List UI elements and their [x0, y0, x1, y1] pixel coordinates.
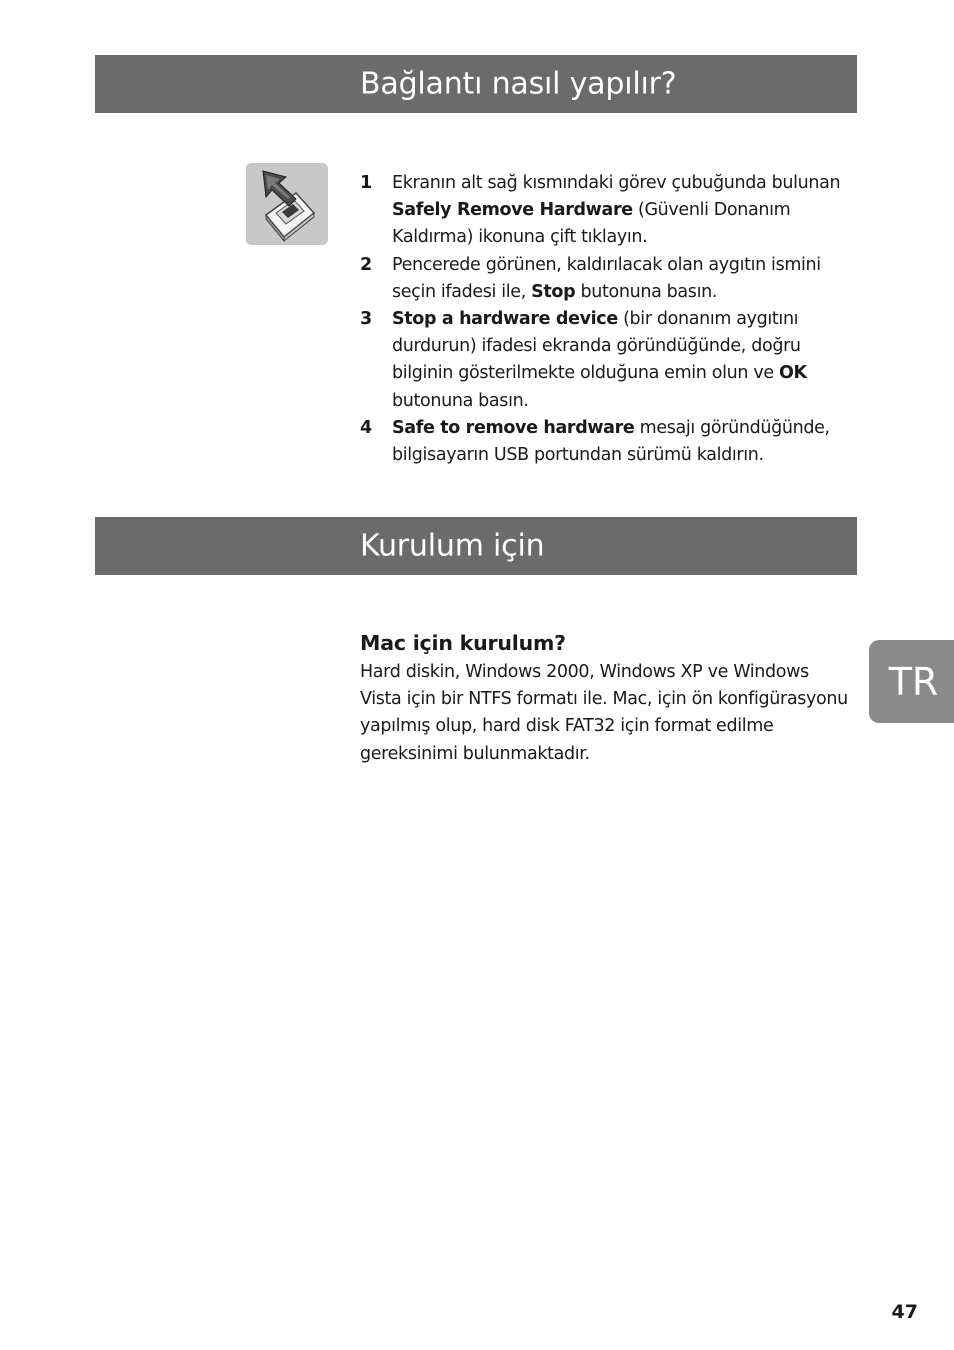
step-item — [360, 252, 850, 306]
step-item — [360, 306, 850, 415]
safely-remove-hardware-icon — [246, 163, 328, 245]
step-emphasis: Safe to remove hardware — [392, 417, 635, 438]
step-emphasis: Stop — [531, 281, 576, 302]
language-tab: TR — [869, 640, 954, 723]
step-text: (Güvenli Donanım Kaldırma) ikonuna çift tıklayın. — [392, 200, 791, 248]
section-header-installation — [95, 517, 857, 575]
step-number: 4 — [360, 417, 372, 438]
step-emphasis: Safely Remove Hardware — [392, 200, 633, 221]
step-number: 1 — [360, 173, 372, 193]
section-title: Bağlantı nasıl yapılır? — [360, 66, 677, 102]
step-text: butonuna basın. — [392, 390, 529, 411]
page-number: 47 — [891, 1301, 918, 1323]
step-item — [360, 415, 850, 469]
mac-installation-text: Hard diskin, Windows 2000, Windows XP ve Windows Vista için bir NTFS formatı ile. Mac, için ön konfigürasyonu yapılmış olup, hard disk FAT32 için format edilme gereksinimi bulunmaktadır. — [360, 662, 848, 764]
step-item — [360, 170, 850, 252]
mac-installation-heading: Mac için kurulum? — [360, 631, 566, 655]
step-text: Ekranın alt sağ kısmındaki görev çubuğunda bulunan — [392, 173, 841, 193]
removal-steps-list — [360, 170, 850, 469]
step-emphasis: Stop a hardware device — [392, 309, 618, 330]
step-text: mesajı göründüğünde, bilgisayarın USB portundan sürümü kaldırın. — [392, 417, 830, 466]
step-text: butonuna basın. — [575, 281, 718, 302]
step-text: Pencerede görünen, kaldırılacak olan aygıtın ismini seçin ifadesi ile, — [392, 254, 821, 302]
step-number: 2 — [360, 254, 372, 275]
step-text: (bir donanım aygıtını durdurun) ifadesi ekranda göründüğünde, doğru bilginin gösterilmekte olduğuna emin olun ve — [392, 309, 801, 384]
step-emphasis: OK — [778, 363, 807, 384]
section-header-connection — [95, 55, 857, 113]
section-title: Kurulum için — [360, 528, 545, 564]
step-number: 3 — [360, 309, 372, 330]
